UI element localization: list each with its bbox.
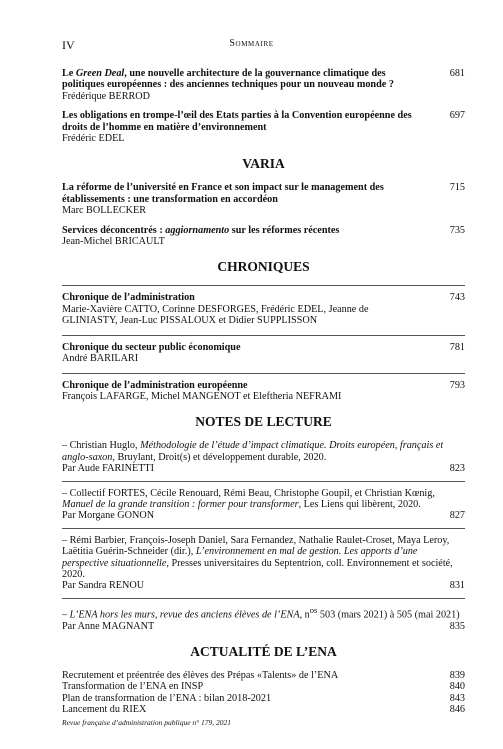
entry-page-number: 823 xyxy=(449,463,465,475)
note-text: – Rémi Barbier, François-Joseph Daniel, Sara Fernandez, Nathalie Raulet-Croset, Maya Leroy, Laëtitia Guérin-Schneider (dir.), L’environnement en mal de gestion. Les apports d’une perspective situationnelle, Presses universitaires du Septentrion, coll. Environnement et société, 2020. xyxy=(62,534,453,580)
entry-authors: Jean-Michel BRICAULT xyxy=(62,236,165,248)
toc-entry[interactable] xyxy=(62,182,465,216)
note-entry[interactable] xyxy=(62,535,465,592)
toc-entry[interactable] xyxy=(62,704,465,715)
entry-page-number: 827 xyxy=(449,510,465,522)
entry-authors: Marc BOLLECKER xyxy=(62,205,147,217)
entry-title: Chronique du secteur public économique xyxy=(62,341,241,353)
entry-page-number: 839 xyxy=(449,669,465,681)
note-reviewer: Par Morgane GONON xyxy=(62,510,155,522)
entry-page-number: 831 xyxy=(449,580,465,592)
section-heading-chroniques: CHRONIQUES xyxy=(217,259,310,275)
note-reviewer: Par Anne MAGNANT xyxy=(62,620,155,632)
entry-authors: François LAFARGE, Michel MANGENOT et Eleftheria NEFRAMI xyxy=(62,390,342,402)
toc xyxy=(62,68,465,716)
toc-entry[interactable] xyxy=(62,693,465,704)
entry-page-number: 781 xyxy=(449,341,465,353)
toc-entry[interactable] xyxy=(62,225,465,248)
toc-varia-group xyxy=(62,182,465,247)
entry-page-number: 743 xyxy=(449,292,465,304)
entry-page-number: 793 xyxy=(449,379,465,391)
journal-footer: Revue française d’administration publique n° 179, 2021 xyxy=(62,718,232,727)
entry-title: Chronique de l’administration européenne xyxy=(62,379,248,391)
entry-title: Services déconcentrés : aggiornamento sur les réformes récentes xyxy=(62,224,340,236)
entry-title: Les obligations en trompe-l’œil des États parties à la Convention européenne des droits de l’homme en matière d’environnement xyxy=(62,110,412,133)
divider xyxy=(62,598,465,599)
entry-title: Lancement du RIEX xyxy=(62,704,147,716)
entry-title: La réforme de l’université en France et son impact sur le management des établissements : une transformation en accordéon xyxy=(62,182,384,205)
note-reviewer: Par Sandra RENOU xyxy=(62,580,145,592)
divider xyxy=(62,335,465,336)
toc-top-group xyxy=(62,68,465,144)
note-entry[interactable] xyxy=(62,440,465,474)
entry-page-number: 681 xyxy=(449,68,465,79)
entry-title: Recrutement et préentrée des élèves des Prépas «Talents» de l’ENA xyxy=(62,669,339,681)
note-reviewer: Par Aude FARINETTI xyxy=(62,463,155,475)
entry-page-number: 835 xyxy=(449,620,465,632)
divider xyxy=(62,481,465,482)
note-text: – Christian Huglo, Méthodologie de l’étude d’impact climatique. Droits européen, français et anglo-saxon, Bruylant, Droit(s) et développement durable, 2020. xyxy=(62,440,444,463)
entry-title: Le Green Deal, une nouvelle architecture de la gouvernance climatique des politiques européennes : des anciennes techniques pour un nouveau monde ? xyxy=(62,68,394,91)
section-heading-actualite: ACTUALITÉ DE L’ENA xyxy=(190,643,337,659)
toc-entry[interactable] xyxy=(62,292,465,326)
toc-entry[interactable] xyxy=(62,68,465,102)
toc-chroniques-group xyxy=(62,285,465,402)
entry-page-number: 846 xyxy=(449,704,465,716)
entry-title: Chronique de l’administration xyxy=(62,292,195,304)
toc-notes-group xyxy=(62,440,465,632)
entry-page-number: 697 xyxy=(449,110,465,122)
toc-entry[interactable] xyxy=(62,342,465,365)
toc-entry[interactable] xyxy=(62,670,465,681)
note-text: – L’ENA hors les murs, revue des anciens élèves de l’ENA, $n^{os}$ 503 (mars 2021) à 505 (mai 2021) xyxy=(62,604,460,621)
divider xyxy=(62,528,465,529)
entry-authors: Frédéric EDEL xyxy=(62,133,125,145)
entry-title: Plan de transformation de l’ENA : bilan 2018-2021 xyxy=(62,692,272,704)
note-entry[interactable] xyxy=(62,488,465,522)
entry-authors: Frédérique BERROD xyxy=(62,90,150,102)
divider xyxy=(62,285,465,286)
toc-entry[interactable] xyxy=(62,380,465,403)
note-text: – Collectif FORTES, Cécile Renouard, Rémi Beau, Christophe Goupil, et Christian Kœnig, Manuel de la grande transition : former pour transformer, Les Liens qui libèrent, 2020. xyxy=(62,487,435,510)
toc-entry[interactable] xyxy=(62,110,465,144)
entry-page-number: 840 xyxy=(449,681,465,693)
entry-authors: Marie-Xavière CATTO, Corinne DESFORGES, Frédéric EDEL, Jeanne de GLINIASTY, Jean-Luc PISSALOUX et Didier SUPPLISSON xyxy=(62,303,369,327)
section-heading-varia: VARIA xyxy=(242,156,285,172)
section-heading-notes: NOTES DE LECTURE xyxy=(195,414,332,430)
entry-title: Transformation de l’ENA en INSP xyxy=(62,681,204,693)
toc-actualite-group xyxy=(62,670,465,716)
divider xyxy=(62,373,465,374)
page-label: IV xyxy=(62,38,75,52)
entry-page-number: 735 xyxy=(449,224,465,236)
entry-page-number: 715 xyxy=(449,182,465,194)
toc-entry[interactable] xyxy=(62,681,465,692)
entry-authors: André BARILARI xyxy=(62,353,139,365)
running-header: Sommaire xyxy=(229,38,274,49)
note-entry[interactable] xyxy=(62,605,465,632)
entry-page-number: 843 xyxy=(449,692,465,704)
